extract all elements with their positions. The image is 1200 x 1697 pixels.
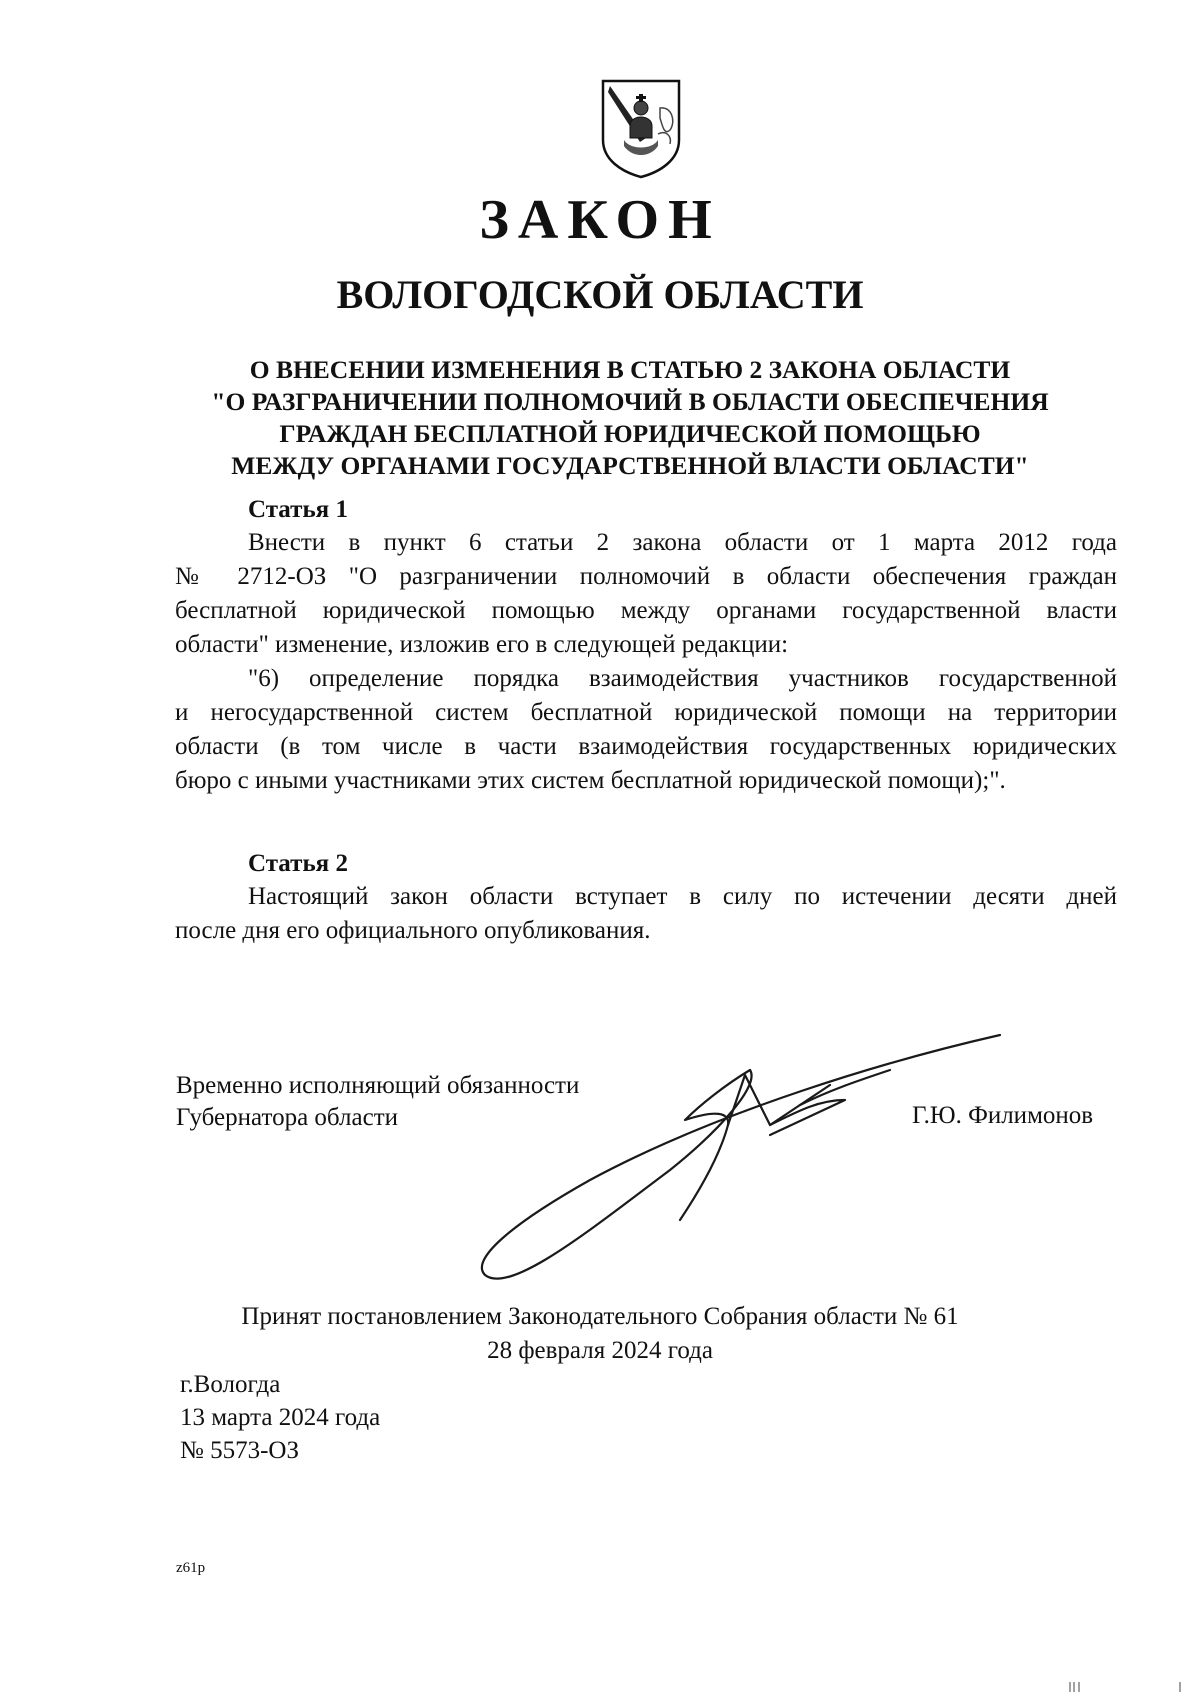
article-2-heading: Статья 2: [248, 850, 348, 877]
article-1-heading: Статья 1: [248, 496, 348, 523]
text-line: бесплатной юридической помощью между органами государственной власти: [175, 597, 1117, 624]
signatory-name: Г.Ю. Филимонов: [912, 1102, 1094, 1129]
article-2-text: [175, 880, 1117, 948]
text-line: области" изменение, изложив его в следующей редакции:: [175, 631, 789, 658]
law-title-line: "О РАЗГРАНИЧЕНИИ ПОЛНОМОЧИЙ В ОБЛАСТИ ОБЕСПЕЧЕНИЯ: [211, 387, 1049, 416]
position-line: Временно исполняющий обязанности: [176, 1072, 580, 1099]
text-line: № 2712-ОЗ "О разграничении полномочий в области обеспечения граждан: [175, 563, 1117, 590]
signing-date: 13 марта 2024 года: [180, 1404, 381, 1431]
text-line: бюро с иными участниками этих систем бесплатной юридической помощи);".: [175, 767, 1006, 794]
text-line: области (в том числе в части взаимодействия государственных юридических: [175, 733, 1117, 760]
text-line: и негосударственной систем бесплатной юридической помощи на территории: [175, 699, 1117, 726]
law-title-line: О ВНЕСЕНИИ ИЗМЕНЕНИЯ В СТАТЬЮ 2 ЗАКОНА ОБЛАСТИ: [249, 355, 1011, 384]
law-title-line: МЕЖДУ ОРГАНАМИ ГОСУДАРСТВЕННОЙ ВЛАСТИ ОБЛАСТИ": [231, 451, 1029, 480]
adoption-line: Принят постановлением Законодательного Собрания области № 61: [241, 1303, 959, 1330]
adoption-date: 28 февраля 2024 года: [487, 1337, 713, 1364]
law-title-line: ГРАЖДАН БЕСПЛАТНОЙ ЮРИДИЧЕСКОЙ ПОМОЩЬЮ: [279, 419, 981, 448]
text-line: после дня его официального опубликования.: [175, 917, 651, 944]
article-1-text: [175, 526, 1117, 798]
document-type-title: ЗАКОН: [479, 189, 721, 251]
document-code: z61p: [176, 1560, 206, 1576]
position-line: Губернатора области: [176, 1104, 398, 1131]
city: г.Вологда: [180, 1371, 281, 1398]
place-date-number: [180, 1368, 380, 1467]
text-line: Настоящий закон области вступает в силу по истечении десяти дней: [248, 883, 1117, 910]
handwritten-signature: [470, 1030, 1030, 1280]
adoption-note: [0, 1300, 1200, 1368]
scan-edge-marks: [1068, 1682, 1188, 1692]
law-number: № 5573-ОЗ: [180, 1437, 300, 1464]
region-title: ВОЛОГОДСКОЙ ОБЛАСТИ: [336, 272, 864, 317]
text-line: "6) определение порядка взаимодействия участников государственной: [248, 665, 1117, 692]
coat-of-arms-icon: [600, 78, 682, 180]
text-line: Внести в пункт 6 статьи 2 закона области от 1 марта 2012 года: [248, 529, 1117, 556]
law-title: [160, 354, 1100, 482]
